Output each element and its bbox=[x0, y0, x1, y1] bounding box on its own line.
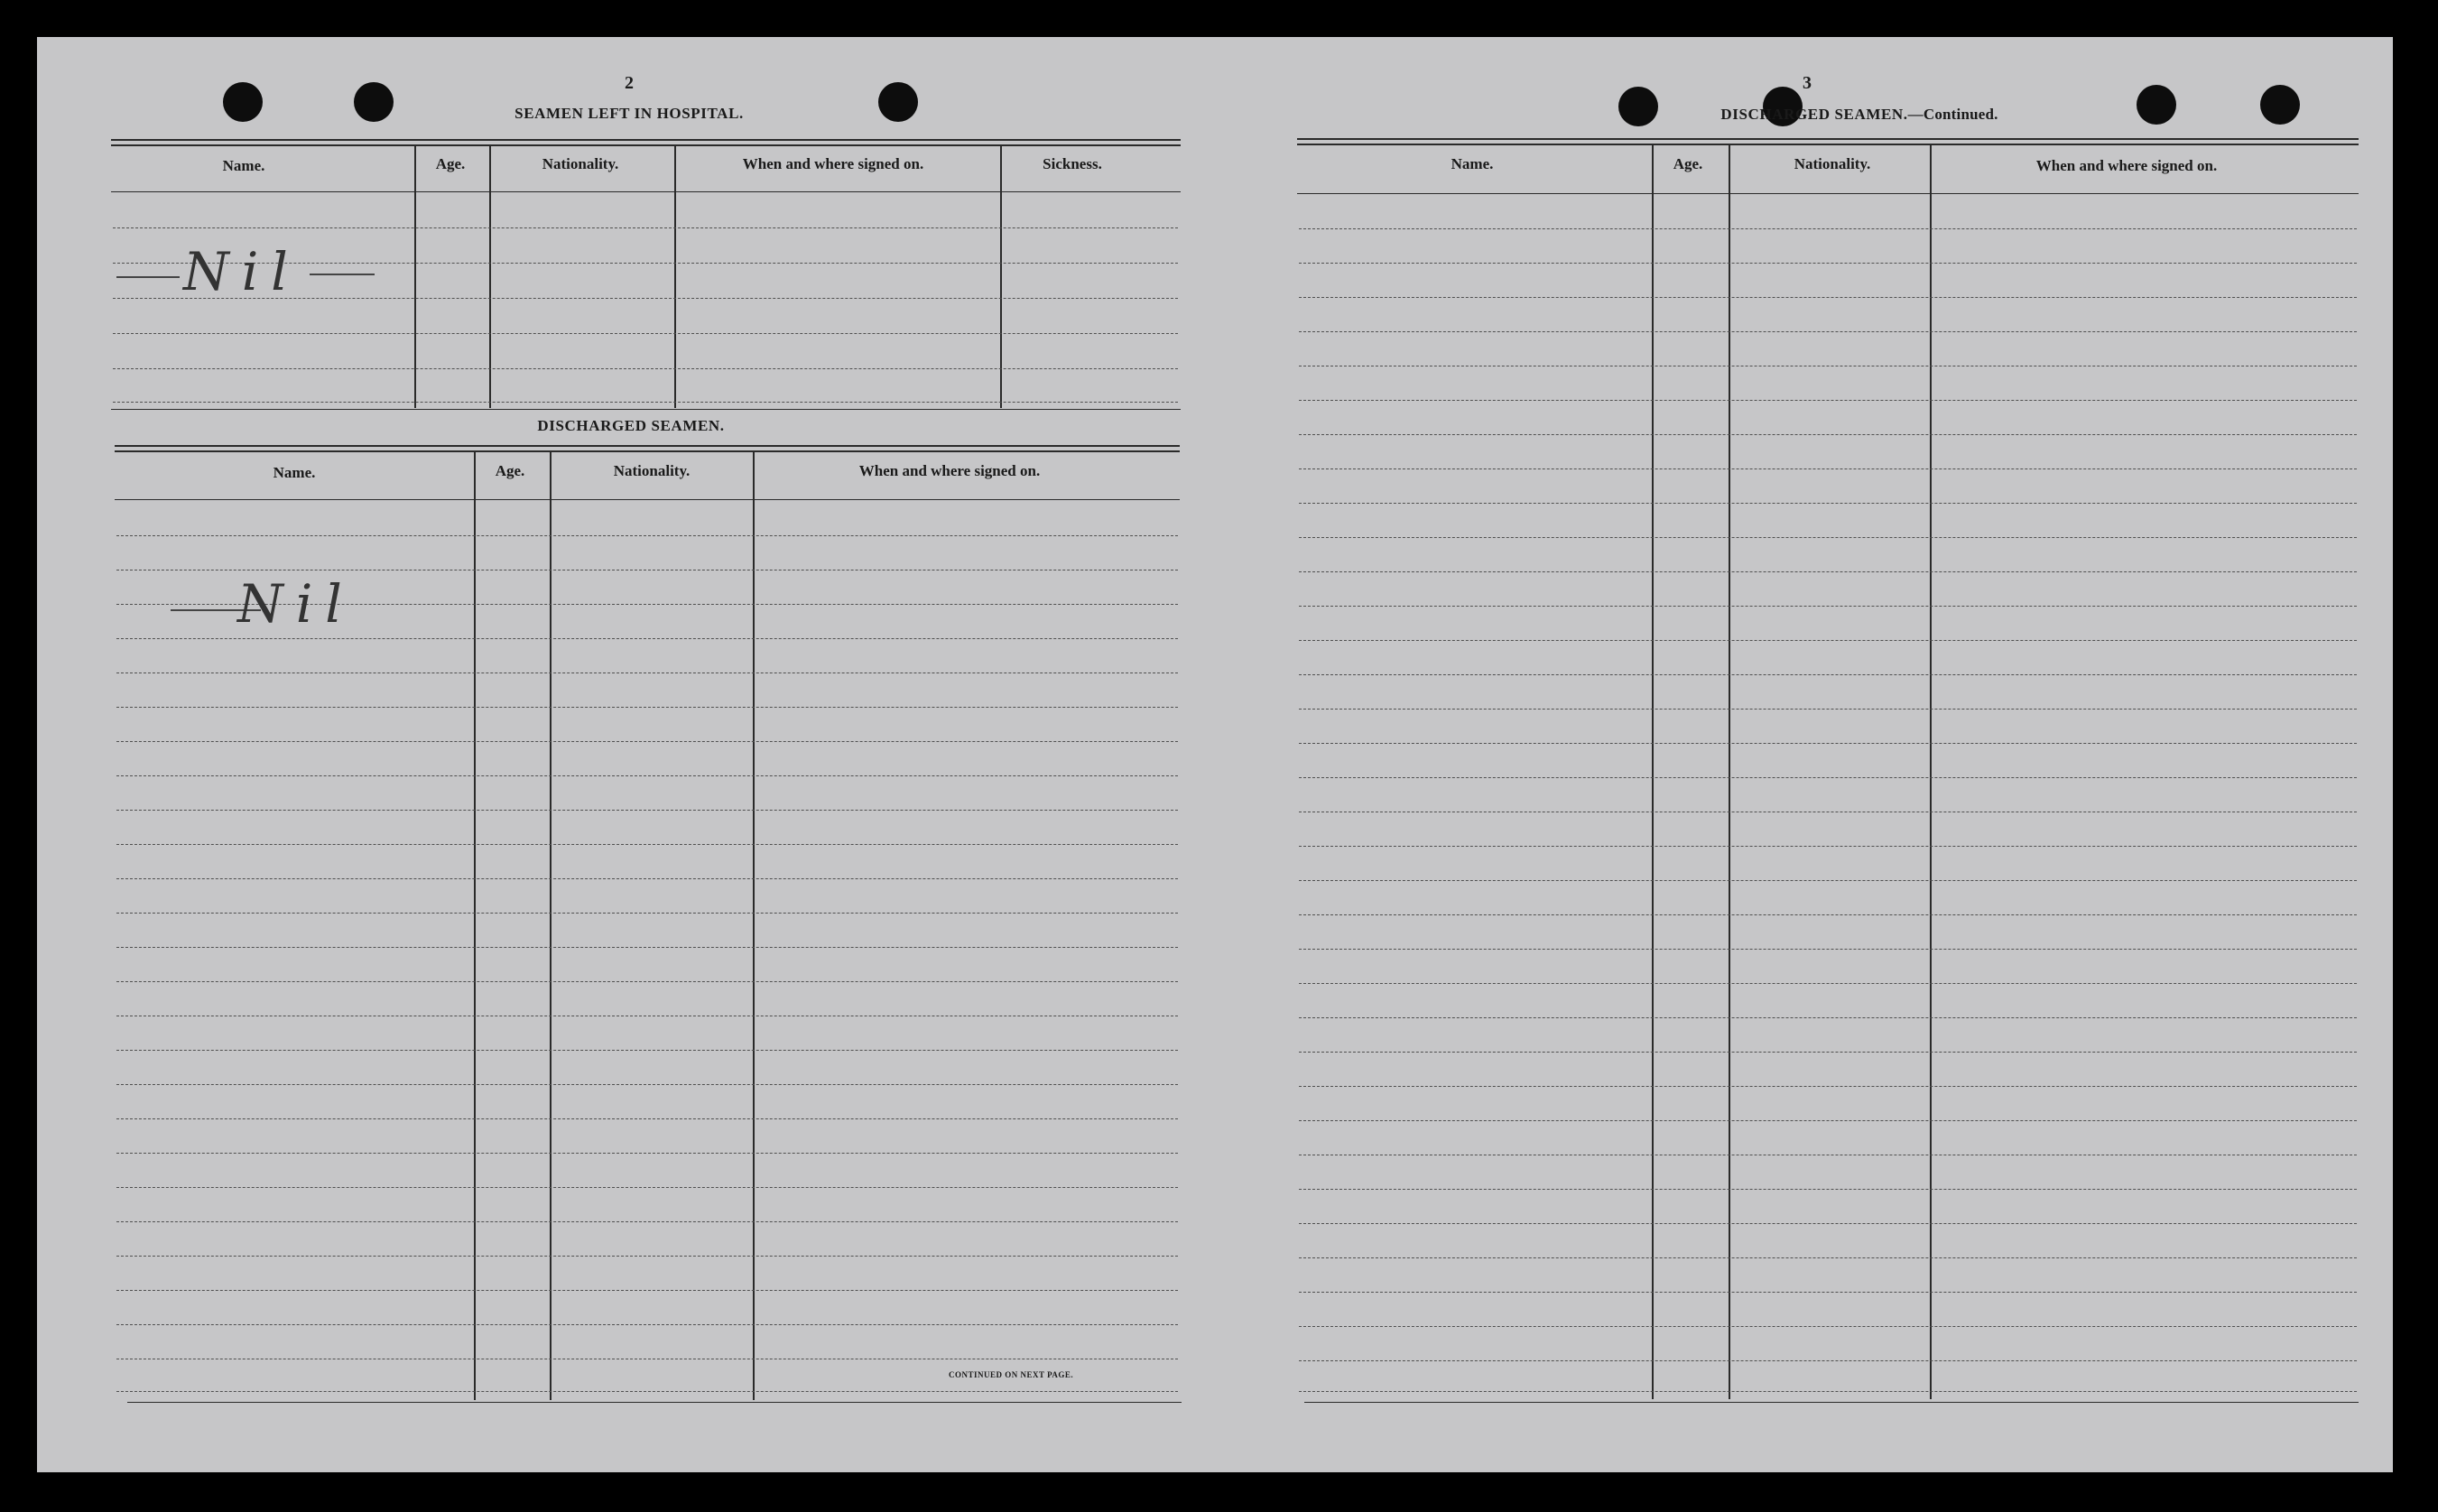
punch-hole bbox=[1618, 87, 1658, 126]
col-header-age: Age. bbox=[435, 155, 466, 172]
col-header-age: Age. bbox=[1673, 155, 1703, 172]
document-sheet bbox=[37, 37, 2393, 1472]
handwritten-nil: Nil bbox=[237, 573, 355, 635]
page-number: 3 bbox=[1803, 73, 1812, 93]
discharged-continued-title bbox=[1720, 106, 1998, 124]
col-header-sickness: Sickness. bbox=[1043, 155, 1102, 172]
hospital-section-title: SEAMEN LEFT IN HOSPITAL. bbox=[514, 105, 744, 122]
handwritten-dash bbox=[116, 276, 180, 278]
col-header-name: Name. bbox=[222, 157, 265, 174]
col-header-signed-on: When and where signed on. bbox=[2035, 157, 2218, 174]
col-header-nationality: Nationality. bbox=[542, 155, 619, 172]
punch-hole bbox=[878, 82, 918, 122]
col-header-name: Name. bbox=[273, 464, 316, 481]
page-number: 2 bbox=[625, 73, 634, 93]
title-main: DISCHARGED SEAMEN. bbox=[1720, 106, 1908, 123]
col-header-name: Name. bbox=[1451, 155, 1494, 172]
handwritten-nil: Nil bbox=[183, 241, 301, 302]
col-header-signed-on: When and where signed on. bbox=[742, 155, 924, 172]
discharged-section-title: DISCHARGED SEAMEN. bbox=[537, 417, 725, 434]
handwritten-dash bbox=[310, 274, 375, 275]
title-suffix: —Continued. bbox=[1907, 106, 1998, 123]
col-header-nationality: Nationality. bbox=[1794, 155, 1871, 172]
punch-hole bbox=[2137, 85, 2176, 125]
col-header-signed-on: When and where signed on. bbox=[858, 462, 1041, 479]
col-header-age: Age. bbox=[495, 462, 525, 479]
punch-hole bbox=[354, 82, 394, 122]
punch-hole bbox=[223, 82, 263, 122]
punch-hole bbox=[2260, 85, 2300, 125]
col-header-nationality: Nationality. bbox=[613, 462, 691, 479]
continued-note: CONTINUED ON NEXT PAGE. bbox=[949, 1370, 1074, 1379]
